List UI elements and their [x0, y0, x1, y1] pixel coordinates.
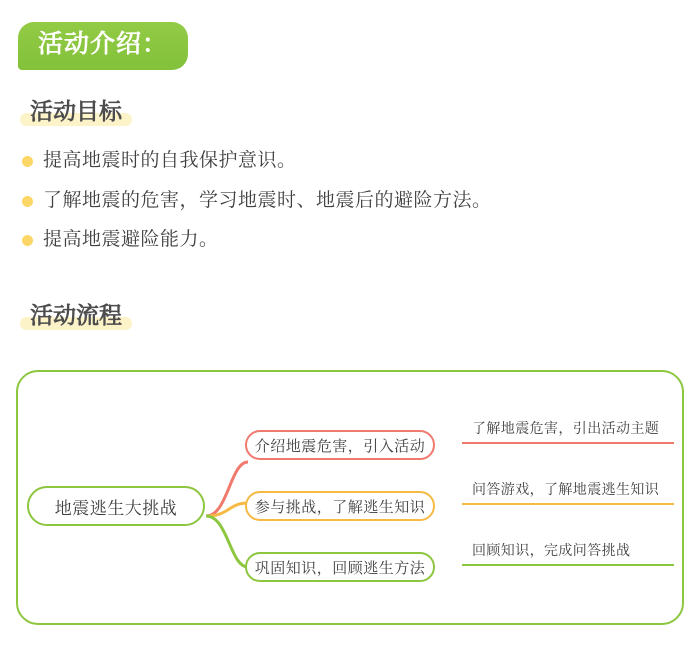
- list-item: [22, 227, 672, 253]
- page-title-text: 活动介绍：: [38, 30, 169, 58]
- diagram-leaf-detail-1: 了解地震危害，引出活动主题: [472, 420, 660, 436]
- goals-list: [22, 148, 672, 267]
- diagram-leaf-underline-2: [462, 503, 674, 505]
- list-item-label: 提高地震时的自我保护意识。: [43, 150, 297, 171]
- section-heading-goals-text: 活动目标: [30, 98, 122, 124]
- diagram-node-root: [27, 486, 205, 526]
- bullet-dot-icon: [22, 235, 33, 246]
- diagram-node-step-2-label: 参与挑战，了解逃生知识: [254, 498, 426, 516]
- diagram-leaf-underline-1: [462, 442, 674, 444]
- page-title: [18, 22, 188, 70]
- list-item: [22, 148, 672, 174]
- diagram-leaf-detail-3: 回顾知识，完成问答挑战: [472, 542, 631, 558]
- diagram-node-step-3: [245, 552, 435, 582]
- list-item: [22, 188, 672, 214]
- list-item-label: 提高地震避险能力。: [43, 229, 219, 251]
- bullet-dot-icon: [22, 156, 33, 167]
- section-heading-goals: [20, 96, 132, 127]
- diagram-node-root-label: 地震逃生大挑战: [54, 498, 178, 518]
- diagram-leaf-detail-2: 问答游戏，了解地震逃生知识: [472, 481, 660, 497]
- diagram-node-step-3-label: 巩固知识，回顾逃生方法: [254, 559, 426, 577]
- diagram-node-step-1-label: 介绍地震危害，引入活动: [254, 437, 426, 455]
- diagram-node-step-2: [245, 491, 435, 521]
- section-heading-flow-text: 活动流程: [30, 302, 122, 328]
- diagram-leaf-underline-3: [462, 564, 674, 566]
- bullet-dot-icon: [22, 196, 33, 207]
- section-heading-flow: [20, 300, 132, 331]
- connector-branch-3: [206, 516, 248, 567]
- diagram-node-step-1: [245, 430, 435, 460]
- connector-branch-1: [206, 462, 248, 516]
- list-item-label: 了解地震的危害，学习地震时、地震后的避险方法。: [43, 189, 492, 211]
